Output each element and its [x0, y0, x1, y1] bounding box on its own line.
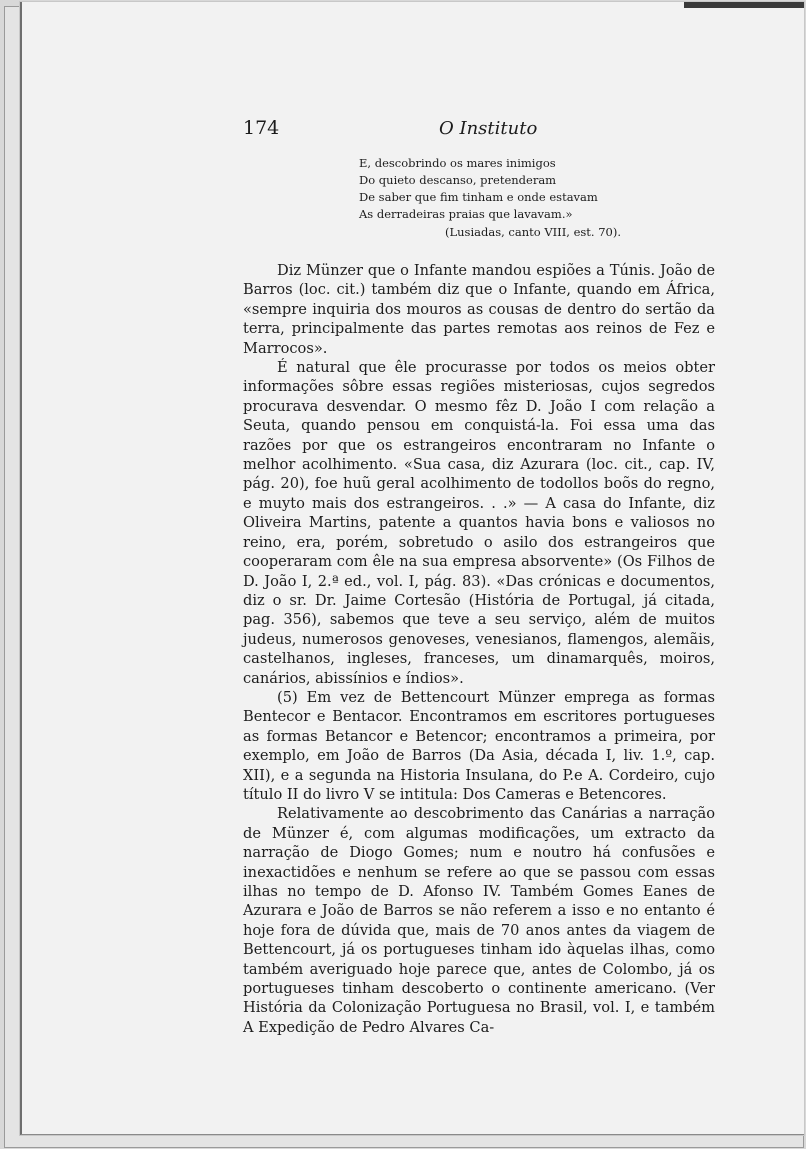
verse-line: Do quieto descanso, pretenderam: [359, 173, 557, 187]
page-top-binding: [684, 2, 804, 8]
verse-quotation: [359, 155, 715, 223]
verse-line: De saber que fim tinham e onde estavam: [359, 190, 598, 204]
running-title: O Instituto: [439, 118, 538, 139]
body-paragraph: Relativamente ao descobrimento das Canárias a narração de Münzer é, com algumas modificações, um extracto da narração de Diogo Gomes; num e noutro há confusões e inexactidões e nenhum se refere ao que se passou com essas ilhas no tempo de D. Afonso IV. Também Gomes Eanes de Azurara e João de Barros se não referem a isso e no entanto é hoje fora de dúvida que, mais de 70 anos antes da viagem de Bettencourt, já os portugueses tinham ido àquelas ilhas, como também averiguado hoje parece que, antes de Colombo, já os portugueses tinham descoberto o continente americano. (Ver História da Colonização Portuguesa no Brasil, vol. I, e também A Expedição de Pedro Alvares Ca-: [243, 805, 715, 1036]
page-content: [243, 115, 715, 1037]
verse-citation: (Lusiadas, canto VIII, est. 70).: [445, 225, 621, 239]
body-paragraph: É natural que êle procurasse por todos os meios obter informações sôbre essas regiões misteriosas, cujos segredos procurava desvendar. O mesmo fêz D. João I com relação a Seuta, quando pensou em conquistá-la. Foi essa uma das razões por que os estrangeiros encontraram no Infante o melhor acolhimento. «Sua casa, diz Azurara (loc. cit., cap. IV, pág. 20), foe huũ geral acolhimento de todollos boõs do regno, e muyto mais dos estrangeiros. . .» — A casa do Infante, diz Oliveira Martins, patente a quantos havia bons e valiosos no reino, era, porém, sobretudo o asilo dos estrangeiros que cooperaram com êle na sua empresa absorvente» (Os Filhos de D. João I, 2.ª ed., vol. I, pág. 83). «Das crónicas e documentos, diz o sr. Dr. Jaime Cortesão (História de Portugal, já citada, pag. 356), sabemos que teve a seu serviço, além de muitos judeus, numerosos genoveses, venesianos, flamengos, alemãis, castelhanos, ingleses, franceses, um dinamarquês, moiros, canários, abissínios e índios».: [243, 359, 715, 687]
book-page: [20, 2, 804, 1135]
running-header: [243, 115, 715, 143]
body-paragraph: Diz Münzer que o Infante mandou espiões a Túnis. João de Barros (loc. cit.) também diz que o Infante, quando em África, «sempre inquiria dos mouros as cousas de dentro do sertão da terra, principalmente das partes remotas aos reinos de Fez e Marrocos».: [243, 262, 715, 357]
verse-line: E, descobrindo os mares inimigos: [359, 156, 556, 170]
footnote-paragraph: (5) Em vez de Bettencourt Münzer emprega as formas Bentecor e Bentacor. Encontramos em escritores portugueses as formas Betancor e Betencor; encontramos a primeira, por exemplo, em João de Barros (Da Asia, década I, liv. 1.º, cap. XII), e a segunda na Historia Insulana, do P.e A. Cordeiro, cujo título II do livro V se intitula: Dos Cameras e Betencores.: [243, 688, 715, 803]
page-number: 174: [243, 117, 280, 139]
verse-line: As derradeiras praias que lavavam.»: [359, 207, 573, 221]
